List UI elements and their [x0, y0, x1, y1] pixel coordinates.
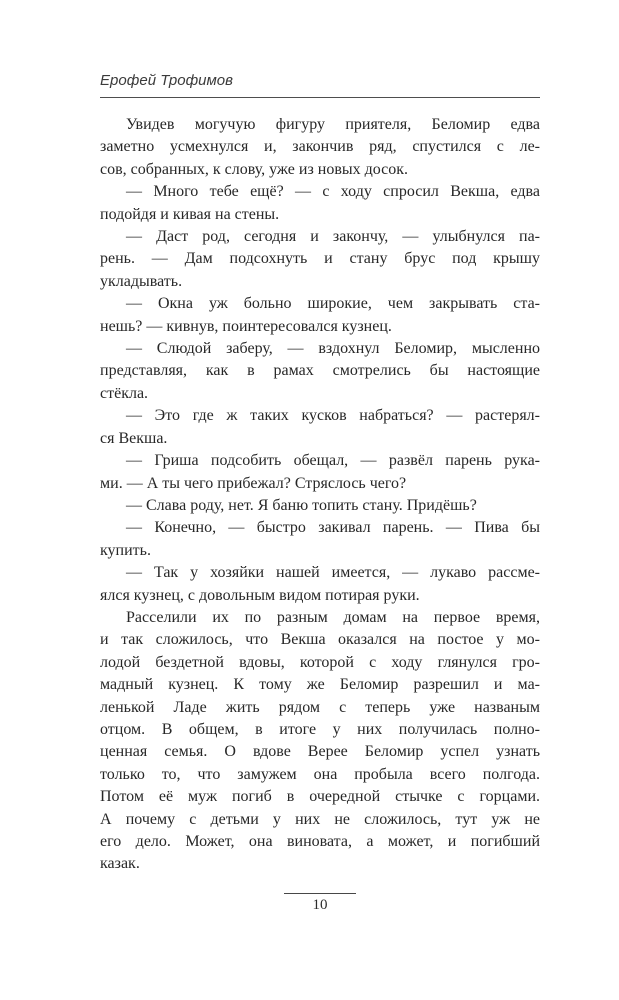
text-line: — Конечно, — быстро закивал парень. — Пива бы	[126, 519, 540, 537]
text-line: — Гриша подсобить обещал, — развёл парень рука-	[126, 452, 540, 470]
page-number: 10	[312, 897, 328, 913]
paragraph	[100, 495, 540, 517]
text-line: сов, собранных, к слову, уже из новых досок.	[100, 160, 409, 178]
text-line: представляя, как в рамах смотрелись бы настоящие	[100, 362, 540, 380]
text-line: Расселили их по разным домам на первое время,	[126, 608, 540, 626]
paragraph	[100, 226, 540, 293]
paragraph	[100, 562, 540, 607]
paragraph	[100, 181, 540, 226]
paragraph	[100, 450, 540, 495]
text-line: — Много тебе ещё? — с ходу спросил Векша, едва	[126, 183, 540, 201]
text-line: лодой бездетной вдовы, которой с ходу глянулся гро-	[100, 653, 540, 671]
text-line: заметно усмехнулся и, закончив ряд, спустился с ле-	[100, 138, 540, 156]
text-line: ся Векша.	[100, 429, 168, 447]
body-text	[100, 114, 540, 876]
footer-rule	[284, 893, 356, 894]
text-line: — Слюдой заберу, — вздохнул Беломир, мысленно	[126, 340, 540, 358]
text-line: А почему с детьми у них не сложилось, тут уж не	[100, 810, 540, 828]
text-line: мадный кузнец. К тому же Беломир разрешил и ма-	[100, 676, 540, 694]
text-line: нешь? — кивнув, поинтересовался кузнец.	[100, 317, 392, 335]
text-line: только то, что замужем она пробыла всего полгода.	[100, 765, 540, 783]
text-line: ленькой Ладе жить рядом с теперь уже названым	[100, 698, 540, 716]
running-head-author: Ерофей Трофимов	[100, 72, 233, 89]
paragraph	[100, 607, 540, 876]
text-line: его дело. Может, она виновата, а может, и погибший	[100, 833, 540, 850]
text-line: Увидев могучую фигуру приятеля, Беломир едва	[126, 116, 540, 133]
paragraph	[100, 405, 540, 450]
text-line: Потом её муж погиб в очередной стычке с горцами.	[100, 788, 540, 806]
paragraph	[100, 517, 540, 562]
page-footer	[100, 893, 540, 914]
text-line: купить.	[100, 541, 151, 559]
text-line: казак.	[100, 855, 140, 873]
text-line: и так сложилось, что Векша оказался на постое у мо-	[100, 631, 540, 649]
paragraph	[100, 338, 540, 405]
text-line: — Окна уж больно широкие, чем закрывать ста-	[126, 295, 540, 313]
text-line: ми. — А ты чего прибежал? Стряслось чего?	[100, 474, 407, 492]
text-line: подойдя и кивая на стены.	[100, 205, 280, 223]
text-line: стёкла.	[100, 384, 149, 402]
text-line: отцом. В общем, в итоге у них получилась полно-	[100, 720, 540, 738]
header-rule	[100, 97, 540, 98]
text-line: рень. — Дам подсохнуть и стану брус под крышу	[100, 250, 540, 268]
text-line: — Так у хозяйки нашей имеется, — лукаво рассме-	[126, 564, 540, 582]
paragraph	[100, 293, 540, 338]
text-line: — Даст род, сегодня и закончу, — улыбнулся па-	[126, 228, 540, 246]
text-line: ценная семья. О вдове Верее Беломир успел узнать	[100, 743, 540, 761]
text-line: — Это где ж таких кусков набраться? — растерял-	[126, 407, 540, 425]
text-line: ялся кузнец, с довольным видом потирая руки.	[100, 586, 420, 604]
text-line: укладывать.	[100, 272, 183, 290]
paragraph	[100, 114, 540, 181]
text-block	[100, 72, 540, 876]
text-line: — Слава роду, нет. Я баню топить стану. Придёшь?	[126, 496, 477, 514]
